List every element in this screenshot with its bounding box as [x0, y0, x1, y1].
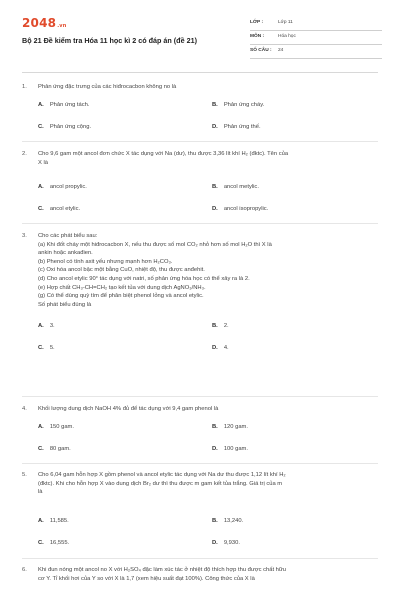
option-a[interactable]	[38, 423, 74, 432]
option-d[interactable]	[212, 123, 261, 132]
exam-meta-table	[250, 17, 382, 59]
option-text: 100 gam.	[223, 446, 248, 452]
site-logo[interactable]	[22, 16, 67, 30]
option-label: C.	[38, 124, 44, 130]
option-label: A.	[38, 424, 44, 430]
option-label: D.	[212, 540, 218, 546]
option-text: 9,930.	[223, 540, 240, 546]
option-label: B.	[212, 184, 218, 190]
option-c[interactable]	[38, 123, 91, 132]
question-line: (b) Phenol có tính axit yếu nhưng mạnh hơn H₂CO₃.	[38, 258, 173, 265]
option-d[interactable]	[212, 344, 229, 353]
option-label: D.	[212, 345, 218, 351]
option-b[interactable]	[212, 517, 243, 526]
option-text: 3.	[49, 323, 55, 329]
question-line: Cho các phát biểu sau:	[38, 233, 98, 239]
question-line: (c) Oxi hóa ancol bậc một bằng CuO, nhiệt độ, thu được anđehit.	[38, 267, 205, 274]
meta-value: 24	[278, 48, 284, 53]
option-a[interactable]	[38, 183, 87, 192]
question-text	[38, 405, 376, 414]
option-d[interactable]	[212, 205, 268, 214]
option-text: ancol propylic.	[49, 184, 87, 190]
question-line: X là	[38, 159, 48, 166]
question-text	[38, 150, 376, 167]
option-c[interactable]	[38, 205, 80, 214]
option-label: C.	[38, 540, 44, 546]
meta-value: Lớp 11	[278, 20, 293, 25]
option-label: A.	[38, 184, 44, 190]
option-text: 5.	[49, 345, 55, 351]
question-line: cơ Y. Tỉ khối hơi của Y so với X là 1,7 (xem hiệu suất đạt 100%). Công thức của X là	[38, 575, 255, 582]
question-text	[38, 232, 376, 309]
option-a[interactable]	[38, 322, 55, 331]
option-b[interactable]	[212, 101, 264, 110]
question-text	[38, 471, 376, 497]
question-number: 3.	[22, 233, 27, 239]
option-a[interactable]	[38, 517, 69, 526]
option-text: 80 gam.	[49, 446, 71, 452]
option-text: 120 gam.	[223, 424, 248, 430]
option-c[interactable]	[38, 539, 69, 548]
meta-row-subject	[250, 31, 382, 45]
option-label: B.	[212, 518, 218, 524]
question-line: Số phát biểu đúng là	[38, 301, 92, 308]
logo-suffix: .vn	[57, 23, 67, 29]
option-text: 4.	[223, 345, 229, 351]
question-line: (e) Hợp chất CH₃-CH=CH₂ tạo kết tủa với dung dịch AgNO₃/NH₃.	[38, 284, 206, 291]
option-c[interactable]	[38, 445, 71, 454]
option-c[interactable]	[38, 344, 55, 353]
option-text: ancol isopropylic.	[223, 206, 269, 212]
question-line: Khối lượng dung dịch NaOH 4% đủ để tác dụng với 9,4 gam phenol là	[38, 406, 219, 412]
option-label: A.	[38, 102, 44, 108]
option-label: A.	[38, 518, 44, 524]
option-text: Phản ứng cháy.	[223, 102, 265, 108]
option-b[interactable]	[212, 423, 248, 432]
option-label: C.	[38, 345, 44, 351]
option-label: D.	[212, 446, 218, 452]
question-line: Cho 9,6 gam một ancol đơn chức X tác dụng với Na (dư), thu được 3,36 lít khí H₂ (đktc). Tên của	[38, 151, 289, 157]
option-d[interactable]	[212, 445, 248, 454]
question-number: 2.	[22, 151, 27, 157]
meta-row-grade	[250, 17, 382, 31]
question-line: (a) Khi đốt cháy một hiđrocacbon X, nếu thu được số mol CO₂ nhỏ hơn số mol H₂O thì X là	[38, 241, 272, 248]
meta-key: MÔN :	[250, 34, 265, 39]
question-line: (đktc). Khi cho hỗn hợp X vào dung dịch Br₂ dư thì thu được m gam kết tủa trắng. Giá trị của m	[38, 480, 283, 487]
exam-title: Bộ 21 Đề kiểm tra Hóa 11 học kì 2 có đáp án (đề 21)	[22, 36, 197, 45]
meta-key: SỐ CÂU :	[250, 48, 272, 53]
question-line: là	[38, 489, 43, 496]
option-label: C.	[38, 446, 44, 452]
option-label: B.	[212, 424, 218, 430]
question-number: 4.	[22, 406, 27, 412]
option-label: C.	[38, 206, 44, 212]
option-text: Phản ứng thế.	[223, 124, 261, 130]
question-divider	[22, 223, 378, 224]
question-number: 5.	[22, 472, 27, 478]
question-line: Khi đun nóng một ancol no X với H₂SO₄ đặc làm xúc tác ở nhiệt độ thích hợp thu được chất hữu	[38, 567, 286, 573]
option-a[interactable]	[38, 101, 89, 110]
meta-row-count	[250, 45, 382, 59]
question-divider	[22, 463, 378, 464]
meta-key: LỚP :	[250, 20, 264, 25]
option-label: D.	[212, 206, 218, 212]
question-number: 1.	[22, 84, 27, 90]
option-label: B.	[212, 102, 218, 108]
option-b[interactable]	[212, 322, 229, 331]
question-divider	[22, 141, 378, 142]
option-text: ancol etylic.	[49, 206, 81, 212]
question-divider	[22, 558, 378, 559]
option-text: ancol metylic.	[223, 184, 259, 190]
document-header	[22, 14, 382, 60]
question-line: (d) Cho ancol etylic 90° tác dụng với natri, số phản ứng hóa học có thể xảy ra là 2.	[38, 275, 250, 282]
option-label: B.	[212, 323, 218, 329]
option-text: 11,585.	[49, 518, 69, 524]
option-b[interactable]	[212, 183, 259, 192]
meta-value: Hóa học	[278, 34, 296, 39]
option-text: Phản ứng tách.	[49, 102, 90, 108]
question-divider	[22, 396, 378, 397]
question-text	[38, 566, 376, 583]
question-line: (g) Có thể dùng quỳ tím để phân biệt phenol lỏng và ancol etylic.	[38, 293, 204, 300]
option-label: A.	[38, 323, 44, 329]
option-text: 13,240.	[223, 518, 244, 524]
header-divider	[22, 72, 378, 73]
question-line: ankin hoặc ankađien.	[38, 250, 93, 257]
option-text: 150 gam.	[49, 424, 74, 430]
question-line: Cho 6,04 gam hỗn hợp X gồm phenol và ancol etylic tác dụng với Na dư thu được 1,12 lít khí H₂	[38, 472, 286, 478]
option-label: D.	[212, 124, 218, 130]
option-text: Phản ứng cộng.	[49, 124, 92, 130]
question-number: 6.	[22, 567, 27, 573]
option-text: 16,555.	[49, 540, 70, 546]
question-line: Phản ứng đặc trưng của các hiđrocacbon không no là	[38, 84, 177, 90]
option-text: 2.	[223, 323, 229, 329]
option-d[interactable]	[212, 539, 240, 548]
question-text	[38, 83, 376, 92]
logo-text: 2048	[22, 16, 57, 30]
